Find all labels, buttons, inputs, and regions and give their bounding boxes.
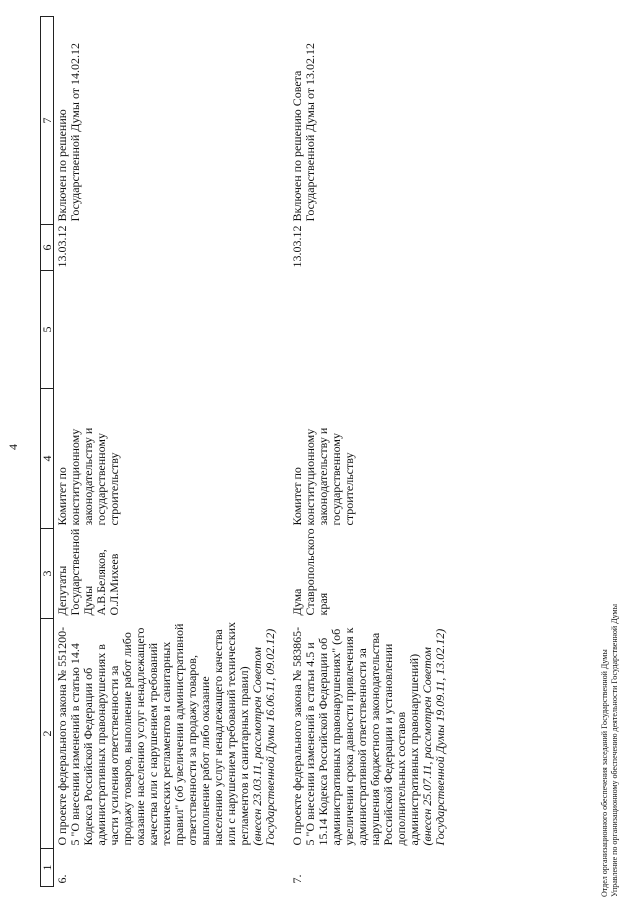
date-cell: 13.03.12 [290, 225, 304, 268]
column-header-4: 4 [41, 389, 54, 529]
table-row [277, 17, 447, 887]
table-header-row [41, 17, 54, 887]
footer-line-1: Отдел организационного обеспечения заседаний Государственной Думы [600, 649, 609, 897]
column-header-7: 7 [41, 17, 54, 225]
page-number: 4 [6, 444, 20, 450]
committee-cell: Комитет по конституционному законодательству и государственному строительству [290, 427, 356, 526]
date-cell: 13.03.12 [55, 225, 69, 268]
column5-cell [277, 271, 447, 389]
bills-table [40, 16, 447, 887]
footer-line-2: Управление по организационному обеспечению деятельности Государственной Думы [610, 604, 619, 897]
column-header-1: 1 [41, 849, 54, 887]
row-number: 6. [55, 874, 69, 884]
committee-cell: Комитет по конституционному законодательству и государственному строительству [55, 427, 121, 526]
status-cell: Включен по решению Государственной Думы от 14.02.12 [55, 42, 82, 222]
bill-cell [54, 619, 278, 849]
column-header-6: 6 [41, 225, 54, 271]
column5-cell [54, 271, 278, 389]
author-cell: Депутаты Государственной Думы А.В.Беляков, О.Л.Михеев [55, 528, 121, 616]
bill-description: О проекте федерального закона № 583865-5 "О внесении изменений в статьи 4.5 и 15.14 Кодекса Российской Федерации об административных правонарушениях" (об увеличении срока давности привлечения к административной ответственности за нарушения бюджетного законодательства Российской Федерации и установлении дополнительных составов административных правонарушений) [290, 626, 421, 846]
bill-description: О проекте федерального закона № 551200-5 "О внесении изменений в статью 14.4 Кодекса Российской Федерации об административных правонарушениях в части усиления ответственности за продажу товаров, выполнение работ либо оказание населению услуг ненадлежащего качества или с нарушением требований технических регламентов и санитарных правил" (об увеличении административной ответственности за продажу товаров, выполнение работ либо оказание населению услуг ненадлежащего качества или с нарушением требований технических регламентов и санитарных правил) [55, 622, 251, 846]
footer [600, 17, 620, 897]
column-header-5: 5 [41, 271, 54, 389]
bill-cell [277, 619, 447, 849]
column-header-2: 2 [41, 619, 54, 849]
bill-note: (внесен 23.03.11, рассмотрен Советом Государственной Думы 16.06.11, 09.02.12) [250, 628, 277, 846]
column-header-3: 3 [41, 529, 54, 619]
row-number: 7. [290, 874, 304, 884]
bill-note: (внесен 25.07.11, рассмотрен Советом Государственной Думы 19.09.11, 13.02.12) [420, 628, 447, 846]
status-cell: Включен по решению Совета Государственной Думы от 13.02.12 [290, 42, 317, 222]
author-cell: Дума Ставропольского края [290, 528, 330, 616]
table-row [54, 17, 278, 887]
